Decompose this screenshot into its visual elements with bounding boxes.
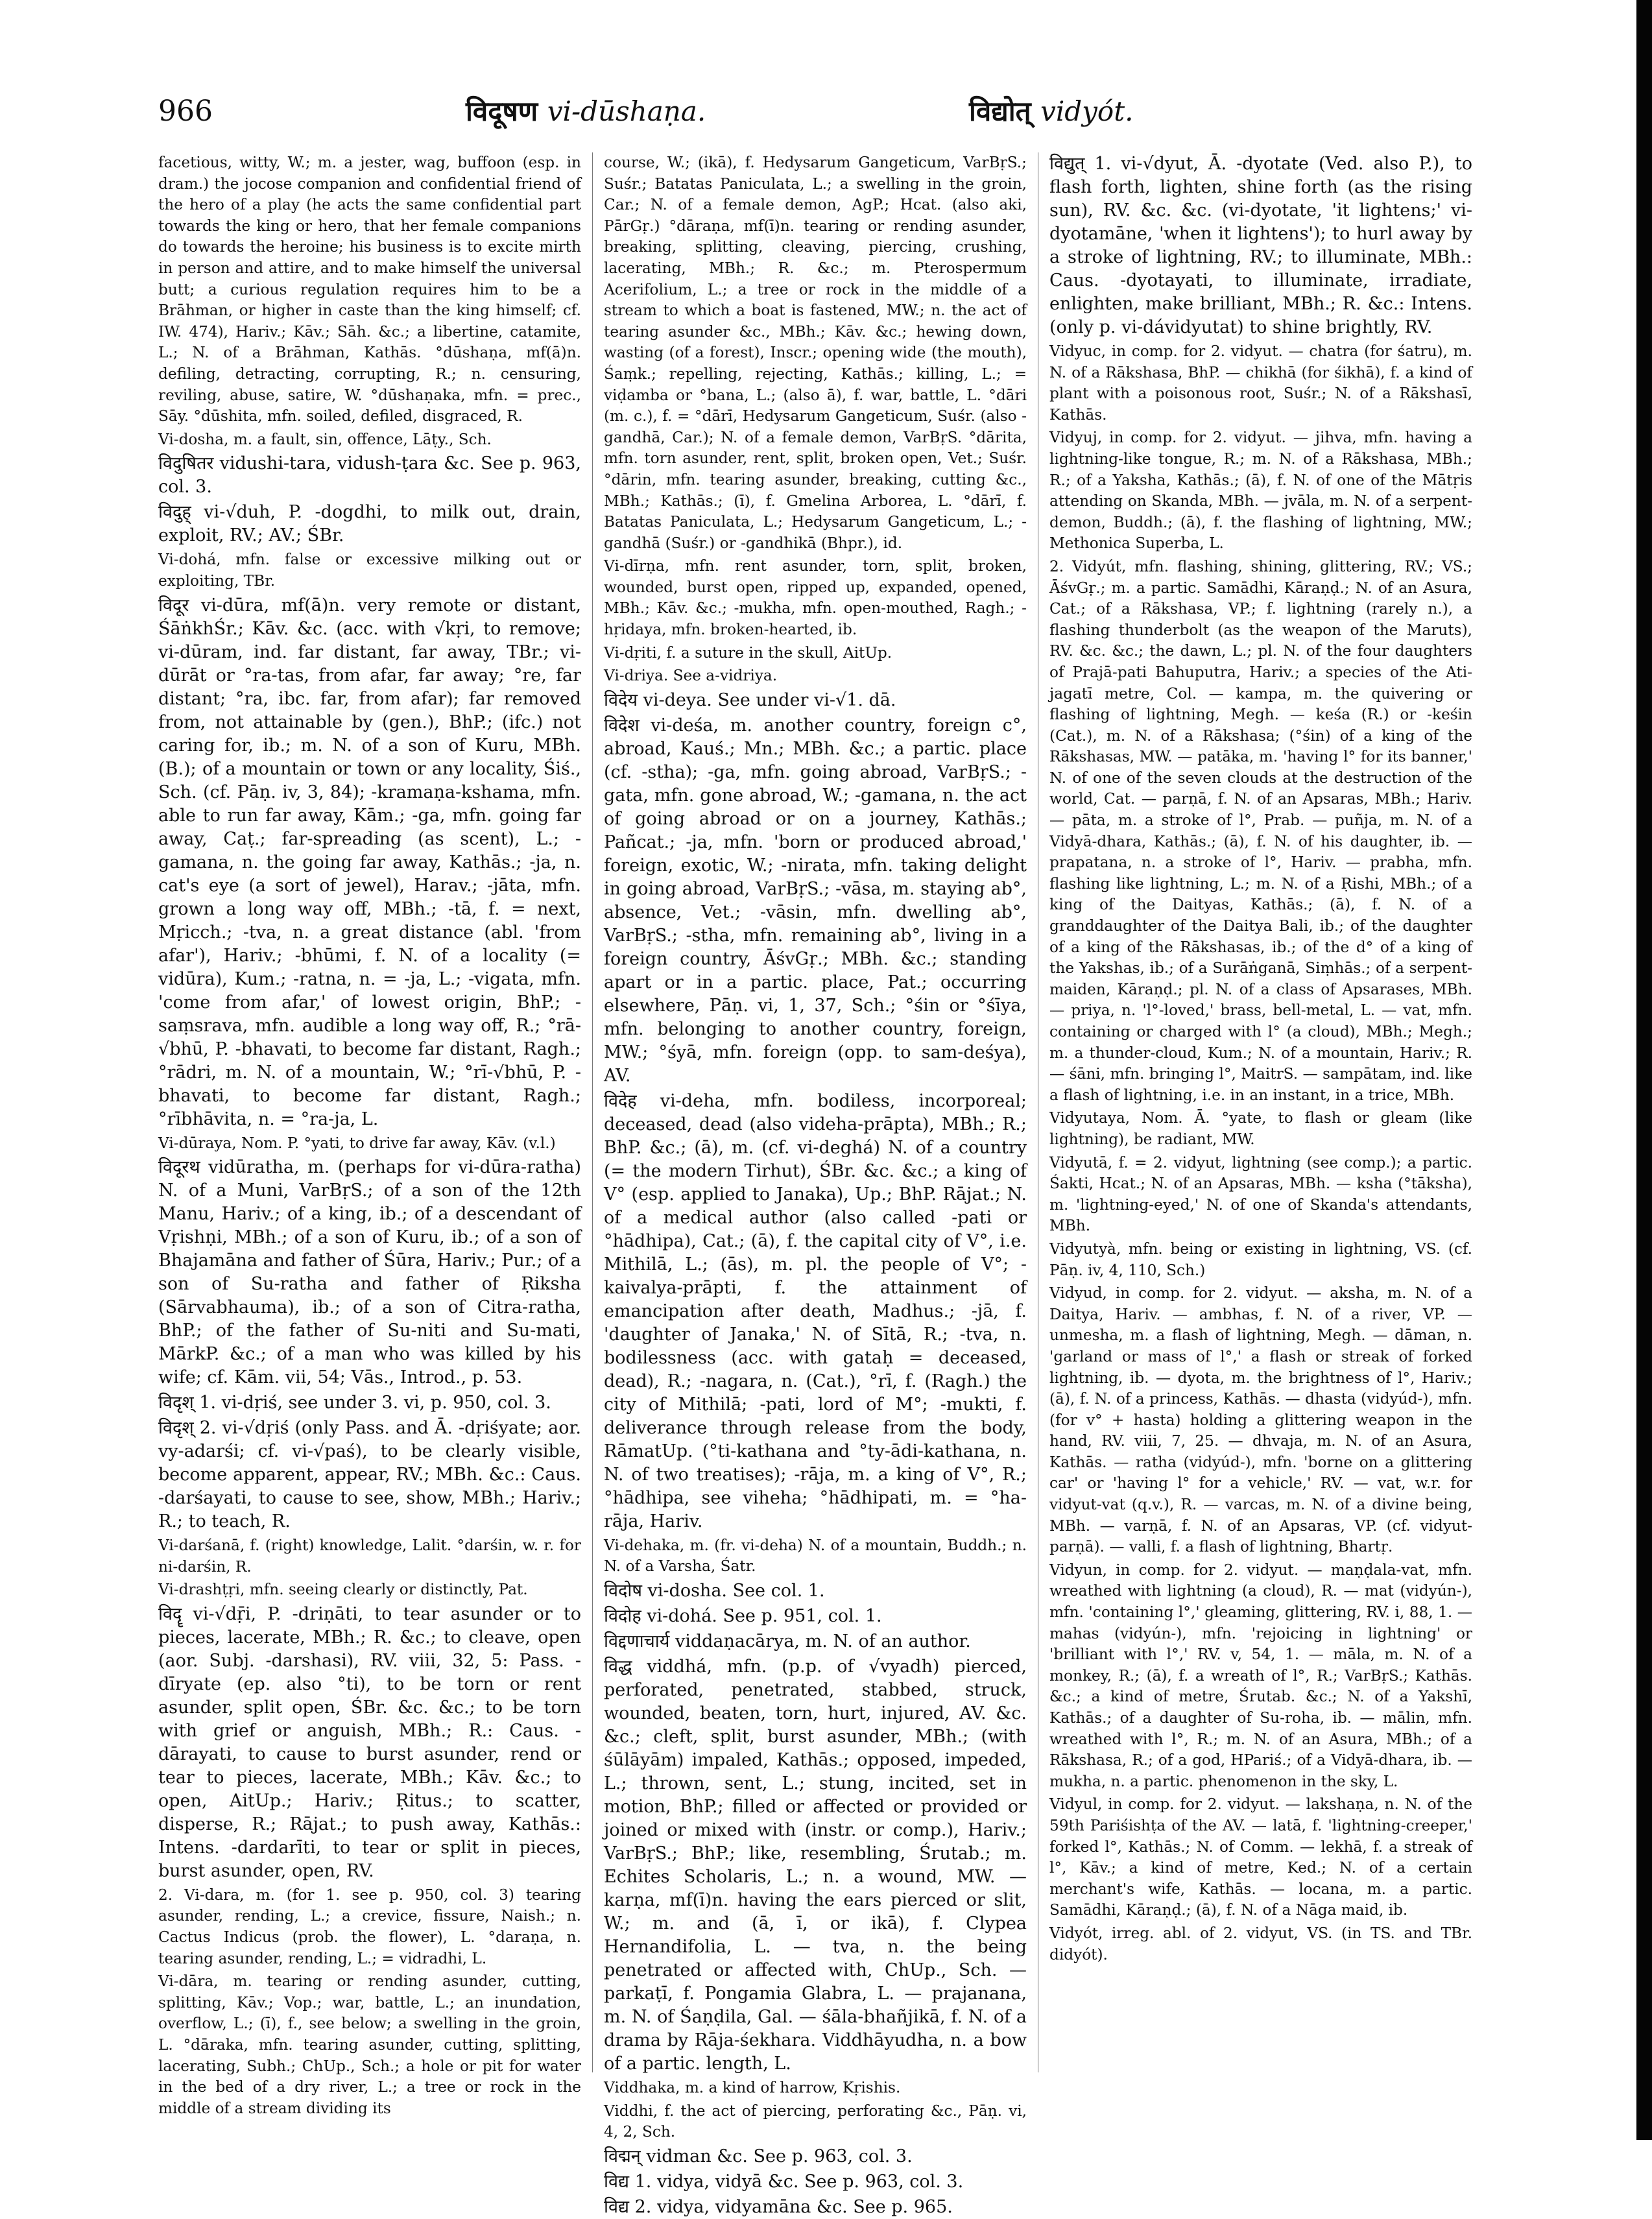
dictionary-entry: विदेह vi-deha, mfn. bodiless, incorporeal; deceased, dead (also videha-prāpta), MBh.; R.; BhP. &c.; (ā), m. (cf. vi-deghá) N. of a country (= the modern Tirhut), ŚBr. &c. &c.; a king of V° (esp. applied to Janaka), Up.; BhP. Rājat.; N. of a medical author (also called -pati or °hādhipa), Cat.; (ā), f. the capital city of V°, i.e. Mithilā, L.; (ās), m. pl. the people of V°; -kaivalya-prāpti, f. the attainment of emancipation after death, Madhus.; -jā, f. 'daughter of Janaka,' N. of Sītā, R.; -tva, n. bodilessness (acc. with gataḥ = deceased, dead), R.; -nagara, n. (Cat.), °rī, f. (Ragh.) the city of Mithilā; -pati, lord of M°; -mukti, f. deliverance through release from the body, RāmatUp. (°ti-kathana and °ty-ādi-kathana, n. N. of two treatises); -rāja, m. a king of V°, R.; °hādhipa, see viheha; °hādhipati, m. = °ha-rāja, Hariv. <box>604 1090 1027 1531</box>
dictionary-entry: Viddhi, f. the act of piercing, perforating &c., Pāṇ. vi, 4, 2, Sch. <box>604 2102 1027 2141</box>
dictionary-entry: विदृश् 2. vi-√dṛiś (only Pass. and Ā. -dṛiśyate; aor. vy-adarśi; cf. vi-√paś), to be clearly visible, become apparent, appear, RV.; MBh. &c.: Caus. -darśayati, to cause to see, show, MBh.; Hariv.; R.; to teach, R. <box>158 1418 581 1532</box>
dictionary-entry: Vi-dṛiti, f. a suture in the skull, AitUp. <box>604 643 892 662</box>
dictionary-entry: विदेय vi-deya. See under vi-√1. dā. <box>604 690 896 710</box>
dictionary-column-1 <box>158 152 581 2117</box>
dictionary-entry: Vi-dosha, m. a fault, sin, offence, Lāṭy., Sch. <box>158 430 492 448</box>
dictionary-entry: Vi-dohá, mfn. false or excessive milking out or exploiting, TBr. <box>158 551 581 590</box>
header-right-headword <box>969 92 1133 129</box>
page-header <box>158 90 1475 135</box>
dictionary-entry: Vidyutā, f. = 2. vidyut, lightning (see comp.); a partic. Śakti, Hcat.; N. of an Apsaras, MBh. — ksha (°tāksha), m. 'lightning-eyed,' N. of one of Skanda's attendants, MBh. <box>1049 1153 1472 1235</box>
dictionary-entry: Vi-dīrṇa, mfn. rent asunder, torn, split, broken, wounded, burst open, ripped up, expanded, opened, MBh.; Kāv. &c.; -mukha, mfn. open-mouthed, Ragh.; -hṛidaya, mfn. broken-hearted, ib. <box>604 557 1027 639</box>
header-left-headword <box>466 92 706 129</box>
dictionary-entry: विद्युत् 1. vi-√dyut, Ā. -dyotate (Ved. also P.), to flash forth, lighten, shine forth (as the rising sun), RV. &c. &c. (vi-dyotate, 'it lightens;' vi-dyotamāne, 'when it lightens'); to hurl away by a stroke of lightning, RV.; to illuminate, MBh.: Caus. -dyotayati, to illuminate, irradiate, enlighten, make brilliant, MBh.; R. &c.: Intens. (only p. vi-dávidyutat) to shine brightly, RV. <box>1049 154 1472 337</box>
dictionary-entry: Viddhaka, m. a kind of harrow, Kṛishis. <box>604 2079 901 2097</box>
dictionary-entry: विदृश् 1. vi-dṛiś, see under 3. vi, p. 950, col. 3. <box>158 1393 551 1413</box>
header-right-devanagari: विद्योत् <box>969 95 1031 127</box>
dictionary-entry: Vi-driya. See a-vidriya. <box>604 667 778 685</box>
dictionary-entry: Vidyutaya, Nom. Ā. °yate, to flash or gleam (like lightning), be radiant, MW. <box>1049 1109 1472 1148</box>
header-left-roman: vi-dūshaṇa. <box>547 95 706 127</box>
column-divider <box>592 152 593 2072</box>
dictionary-entry: विद्य 1. vidya, vidyā &c. See p. 963, col. 3. <box>604 2171 964 2192</box>
dictionary-entry: Vidyud, in comp. for 2. vidyut. — aksha, m. N. of a Daitya, Hariv. — ambhas, f. N. of a river, VP. — unmesha, m. a flash of lightning, Megh. — dāman, n. 'garland or mass of l°,' a flash or streak of forked lightning, ib. — dyota, m. the brightness of l°, Hariv.; (ā), f. N. of a princess, Kathās. — dhasta (vidyúd-), mfn. (for v° + hasta) holding a glittering weapon in the hand, RV. viii, 7, 25. — dhvaja, m. N. of an Asura, Kathās. — ratha (vidyúd-), mfn. 'borne on a glittering car' or 'having l° for a vehicle,' RV. — vat, w.r. for vidyut-vat (q.v.), R. — varcas, m. N. of a divine being, MBh. — varṇā, f. N. of an Apsaras, VP. (cf. vidyut-parṇā). — valli, f. a flash of lightning, Bhartṛ. <box>1049 1284 1472 1556</box>
dictionary-entry: विद्दणाचार्य viddaṇacārya, m. N. of an author. <box>604 1631 971 1652</box>
dictionary-entry: Vi-darśanā, f. (right) knowledge, Lalit. °darśin, w. r. for ni-darśin, R. <box>158 1537 581 1576</box>
dictionary-entry: Vi-dāra, m. tearing or rending asunder, cutting, splitting, Kāv.; Vop.; war, battle, L.; an inundation, overflow, L.; (ī), f., see below; a swelling in the groin, L. °dāraka, mfn. tearing asunder, cutting, splitting, lacerating, Subh.; ChUp., Sch.; a hole or pit for water in the bed of a dry river, L.; a tree or rock in the middle of a stream dividing its <box>158 1973 581 2117</box>
header-left-devanagari: विदूषण <box>466 95 538 127</box>
dictionary-entry: Vidyuj, in comp. for 2. vidyut. — jihva, mfn. having a lightning-like tongue, R.; m. N. of a Rākshasa, MBh.; R.; of a Yaksha, Kathās.; (ā), f. N. of one of the Mātṛis attending on Skanda, MBh. — jvāla, m. N. of a serpent-demon, Buddh.; (ā), f. the flashing of lightning, MW.; Methonica Superba, L. <box>1049 429 1472 553</box>
dictionary-entry: facetious, witty, W.; m. a jester, wag, buffoon (esp. in dram.) the jocose companion and confidential friend of the hero of a play (he acts the same confidential part towards the king or hero, that her female companions do towards the heroine; his business is to excite mirth in person and attire, and to make himself the universal butt; a curious regulation requires him to be a Brāhman, or higher in caste than the king himself; cf. IW. 474), Hariv.; Kāv.; Sāh. &c.; a libertine, catamite, L.; N. of a Brāhman, Kathās. °dūshaṇa, mf(ā)n. defiling, detracting, corrupting, R.; n. censuring, reviling, abuse, satire, W. °dūshaṇaka, mfn. = prec., Sāy. °dūshita, mfn. soiled, defiled, disgraced, R. <box>158 154 581 426</box>
dictionary-entry: Vidyót, irreg. abl. of 2. vidyut, VS. (in TS. and TBr. didyót). <box>1049 1924 1472 1963</box>
dictionary-entry: Vidyun, in comp. for 2. vidyut. — maṇḍala-vat, mfn. wreathed with lightning (a cloud), R. — mat (vidyún-), mfn. 'containing l°,' gleaming, glittering, RV. i, 88, 1. — mahas (vidyún-), mfn. 'rejoicing in lightning' or 'brilliant with l°,' RV. v, 54, 1. — māla, m. N. of a monkey, R.; (ā), f. a wreath of l°, R.; VarBṛS.; Kathās. &c.; a kind of metre, Śrutab. &c.; N. of a Yakshī, Kathās.; of a daughter of Su-roha, ib. — mālin, mfn. wreathed with l°, R.; m. N. of an Asura, MBh.; of a Rākshasa, R.; of a god, HPariś.; of a Vidyā-dhara, ib. — mukha, n. a partic. phenomenon in the sky, L. <box>1049 1561 1472 1790</box>
dictionary-entry: विदूर vi-dūra, mf(ā)n. very remote or distant, ŚāṅkhŚr.; Kāv. &c. (acc. with √kṛi, to remove; vi-dūram, ind. far distant, far away, TBr.; vi-dūrāt or °ra-tas, from afar, far away; °re, far distant; °ra, ibc. far, from afar); far removed from, not attainable by (gen.), BhP.; (ifc.) not caring for, ib.; m. N. of a son of Kuru, MBh. (B.); of a mountain or town or any locality, Śiś., Sch. (cf. Pāṇ. iv, 3, 84); -kramaṇa-kshama, mfn. able to run far away, Kām.; -ga, mfn. going far away, Caṭ.; far-spreading (as scent), L.; -gamana, n. the going far away, Kathās.; -ja, n. cat's eye (a sort of jewel), Harav.; -jāta, mfn. grown a long way off, MBh.; -tā, f. = next, Mṛicch.; -tva, n. a great distance (abl. 'from afar'), Hariv.; -bhūmi, f. N. of a locality (= vidūra), Kum.; -ratna, n. = -ja, L.; -vigata, mfn. 'come from afar,' of lowest origin, BhP.; -saṃsrava, mfn. audible a long way off, R.; °rā-√bhū, P. -bhavati, to become far distant, Ragh.; °rādri, m. N. of a mountain, W.; °rī-√bhū, P. -bhavati, to become far distant, Ragh.; °rībhāvita, n. = °ra-ja, L. <box>158 595 581 1129</box>
dictionary-column-3 <box>1049 152 1472 2072</box>
dictionary-entry: विदोष vi-dosha. See col. 1. <box>604 1581 825 1601</box>
dictionary-entry: विद्य 2. vidya, vidyamāna &c. See p. 965. <box>604 2196 953 2217</box>
header-right-roman: vidyót. <box>1040 95 1134 127</box>
page-binding-edge <box>1636 0 1652 2140</box>
dictionary-entry: Vi-dehaka, m. (fr. vi-deha) N. of a mountain, Buddh.; n. N. of a Varsha, Śatr. <box>604 1536 1027 1576</box>
dictionary-entry: Vidyuc, in comp. for 2. vidyut. — chatra (for śatru), m. N. of a Rākshasa, BhP. — chikhā (for śikhā), f. a kind of plant with a poisonous root, Suśr.; N. of a Rākshasī, Kathās. <box>1049 342 1472 424</box>
page-number: 966 <box>158 95 213 128</box>
dictionary-entry: विदोह vi-dohá. See p. 951, col. 1. <box>604 1606 882 1627</box>
dictionary-entry: Vi-drashṭṛi, mfn. seeing clearly or distinctly, Pat. <box>158 1581 528 1599</box>
dictionary-entry: विदेश vi-deśa, m. another country, foreign c°, abroad, Kauś.; Mn.; MBh. &c.; a partic. place (cf. -stha); -ga, mfn. going abroad, VarBṛS.; -gata, mfn. gone abroad, W.; -gamana, n. the act of going abroad or on a journey, Kathās.; Pañcat.; -ja, mfn. 'born or produced abroad,' foreign, exotic, W.; -nirata, mfn. taking delight in going abroad, VarBṛS.; -vāsa, m. staying ab°, absence, Vet.; -vāsin, mfn. dwelling ab°, VarBṛS.; -stha, mfn. remaining ab°, living in a foreign country, ĀśvGṛ.; MBh. &c.; standing apart or in a partic. place, Pat.; occurring elsewhere, Pāṇ. vi, 1, 37, Sch.; °śin or °śīya, mfn. belonging to another country, foreign, MW.; °śyā, mfn. foreign (opp. to sam-deśya), AV. <box>604 715 1027 1086</box>
dictionary-entry: विद्मन् vidman &c. See p. 963, col. 3. <box>604 2146 913 2166</box>
dictionary-entry: Vidyul, in comp. for 2. vidyut. — lakshaṇa, n. N. of the 59th Pariśishṭa of the AV. — latā, f. 'lightning-creeper,' forked l°, Kathās.; N. of Comm. — lekhā, f. a streak of l°, Kāv.; a kind of metre, Ked.; N. of a certain merchant's wife, Kathās. — locana, m. a partic. Samādhi, Kāraṇḍ.; (ā), f. N. of a Nāga maid, ib. <box>1049 1795 1472 1919</box>
dictionary-entry: Vi-dūraya, Nom. P. °yati, to drive far away, Kāv. (v.l.) <box>158 1134 556 1152</box>
dictionary-column-2 <box>604 152 1027 2217</box>
dictionary-entry: विद्ध viddhá, mfn. (p.p. of √vyadh) pierced, perforated, penetrated, stabbed, struck, wounded, beaten, torn, hurt, injured, AV. &c. &c.; cleft, split, burst asunder, MBh.; (with śūlāyām) impaled, Kathās.; opposed, impeded, L.; thrown, sent, L.; stung, incited, set in motion, BhP.; filled or affected or provided or joined or mixed with (instr. or comp.), Hariv.; VarBṛS.; BhP.; like, resembling, Śrutab.; m. Echites Scholaris, L.; n. a wound, MW. — karṇa, mf(ī)n. having the ears pierced or slit, W.; m. and (ā, ī, or ikā), f. Clypea Hernandifolia, L. — tva, n. the being penetrated or affected with, ChUp., Sch. — parkaṭī, f. Pongamia Glabra, L. — prajanana, m. N. of Śaṇḍila, Gal. — śāla-bhañjikā, f. N. of a drama by Rāja-śekhara. Viddhāyudha, n. a bow of a partic. length, L. <box>604 1657 1027 2074</box>
dictionary-entry: course, W.; (ikā), f. Hedysarum Gangeticum, VarBṛS.; Suśr.; Batatas Paniculata, L.; a swelling in the groin, Car.; N. of a female demon, AgP.; Hcat. (also aki, PārGṛ.) °dāraṇa, mf(ī)n. tearing or rending asunder, breaking, splitting, cleaving, piercing, crushing, lacerating, MBh.; R. &c.; m. Pterospermum Acerifolium, L.; a tree or rock in the middle of a stream to which a boat is fastened, MW.; n. the act of tearing asunder &c., MBh.; Kāv. &c.; hewing down, wasting (of a forest), Inscr.; opening wide (the mouth), Śaṃk.; repelling, rejecting, Kathās.; killing, L.; = viḍamba or °bana, L.; (also ā), f. war, battle, L. °dāri (m. c.), f. = °dārī, Hedysarum Gangeticum, Suśr. (also -gandhā, Car.); N. of a female demon, VarBṛS. °dārita, mfn. torn asunder, rent, split, broken open, Vet.; Suśr. °dārin, mfn. tearing asunder, breaking, cutting &c., MBh.; Kathās.; (ī), f. Gmelina Arborea, L. °dārī, f. Batatas Paniculata, L.; Hedysarum Gangeticum, L.; -gandhā (Suśr.) or -gandhikā (Bhpr.), id. <box>604 154 1027 552</box>
dictionary-entry: Vidyutyà, mfn. being or existing in lightning, VS. (cf. Pāṇ. iv, 4, 110, Sch.) <box>1049 1240 1472 1279</box>
dictionary-entry: विदुषितर vidushi-tara, vidush-ṭara &c. See p. 963, col. 3. <box>158 453 581 498</box>
dictionary-entry: 2. Vi-dara, m. (for 1. see p. 950, col. 3) tearing asunder, rending, L.; a crevice, fissure, Naish.; n. Cactus Indicus (prob. the flower), L. °daraṇa, n. tearing asunder, rending, L.; = vidradhi, L. <box>158 1886 581 1967</box>
dictionary-entry: विदुह् vi-√duh, P. -dogdhi, to milk out, drain, exploit, RV.; AV.; ŚBr. <box>158 502 581 546</box>
dictionary-entry: 2. Vidyút, mfn. flashing, shining, glittering, RV.; VS.; ĀśvGṛ.; m. a partic. Samādhi, Kāraṇḍ.; N. of an Asura, Cat.; of a Rākshasa, VP.; f. lightning (rarely n.), a flashing thunderbolt (as the weapon of the Maruts), RV. &c. &c.; the dawn, L.; pl. N. of the four daughters of Prajā-pati Bahuputra, Hariv.; a species of the Ati-jagatī metre, Col. — kampa, m. the quivering or flashing of lightning, Megh. — keśa (R.) or -keśin (Cat.), m. N. of a Rākshasa; (°śin) of a king of the Rākshasas, MW. — patāka, m. 'having l° for its banner,' N. of one of the seven clouds at the destruction of the world, Cat. — parṇā, f. N. of an Apsaras, MBh.; Hariv. — pāta, m. a stroke of l°, Prab. — puñja, m. N. of a Vidyā-dhara, Kathās.; (ā), f. N. of his daughter, ib. — prapatana, n. a stroke of l°, Hariv. — prabha, mfn. flashing like lightning, L.; m. N. of a Ṛishi, MBh.; of a king of the Daityas, Kathās.; (ā), f. N. of a granddaughter of the Daitya Bali, ib.; of the daughter of a king of the Rākshasas, ib.; of the d° of a king of the Yakshas, ib.; of a Surāṅganā, Siṃhās.; of a serpent-maiden, Kāraṇḍ.; pl. N. of a class of Apsarases, MBh. — priya, n. 'l°-loved,' brass, bell-metal, L. — vat, mfn. containing or charged with l° (a cloud), MBh.; Megh.; m. a thunder-cloud, Kum.; N. of a mountain, Hariv.; R. — śāni, mfn. bringing l°, MaitrS. — sampātam, ind. like a flash of lightning, i.e. in an instant, in a trice, MBh. <box>1049 557 1472 1104</box>
dictionary-entry: विदॄ vi-√dṝi, P. -driṇāti, to tear asunder or to pieces, lacerate, MBh.; R. &c.; to cleave, open (aor. Subj. -darshasi), RV. viii, 32, 5: Pass. -dīryate (ep. also °ti), to be torn or rent asunder, split open, ŚBr. &c. &c.; to be torn with grief or anguish, MBh.; R.: Caus. -dārayati, to cause to burst asunder, rend or tear to pieces, lacerate, MBh.; Kāv. &c.; to open, AitUp.; Hariv.; Ṛitus.; to scatter, disperse, R.; Rājat.; to push away, Kathās.: Intens. -dardarīti, to tear or split in pieces, burst asunder, open, RV. <box>158 1603 581 1881</box>
dictionary-entry: विदूरथ vidūratha, m. (perhaps for vi-dūra-ratha) N. of a Muni, VarBṛS.; of a son of the 12th Manu, Hariv.; of a king, ib.; of a descendant of Vṛishṇi, MBh.; of a son of Kuru, ib.; of a son of Bhajamāna and father of Śūra, Hariv.; Pur.; of a son of Su-ratha and father of Ṛiksha (Sārvabhauma), ib.; of a son of Citra-ratha, BhP.; of the father of Su-niti and Su-mati, MārkP. &c.; of a man who was killed by his wife; cf. Kām. vii, 54; Vās., Introd., p. 53. <box>158 1157 581 1388</box>
